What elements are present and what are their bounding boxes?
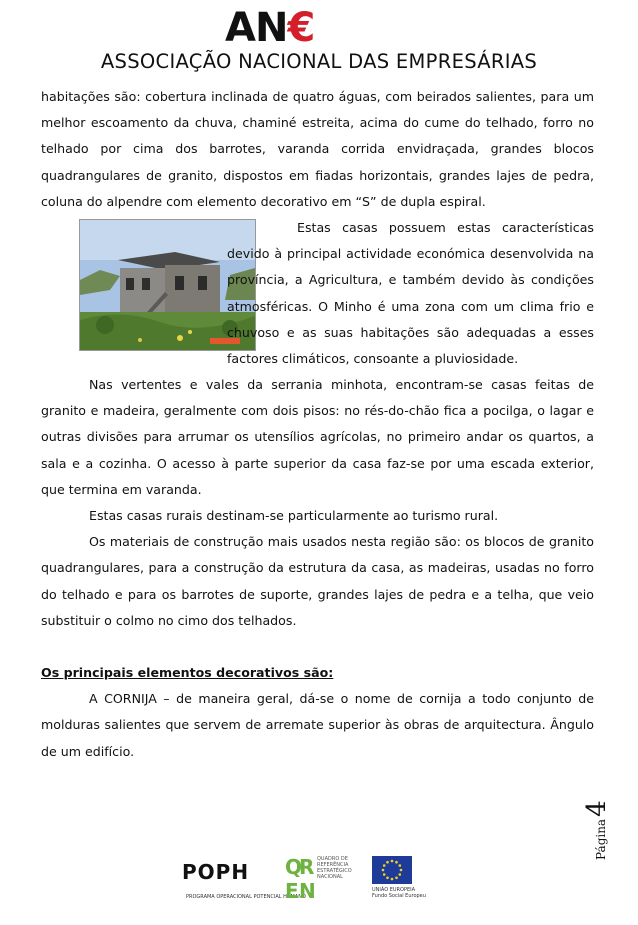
svg-text:E: E [285,879,299,902]
poph-caption: PROGRAMA OPERACIONAL POTENCIAL HUMANO [186,894,306,900]
document-header [0,0,638,85]
photo-side-text [227,215,594,372]
association-name: ASSOCIAÇÃO NACIONAL DAS EMPRESÁRIAS [100,50,538,73]
paragraph-6: A CORNIJA – de maneira geral, dá-se o nome de cornija a todo conjunto de molduras salientes que servem de arremate superior às obras de arquitectura. Ângulo de um edifício. [41,691,594,759]
svg-text:Q: Q [285,855,303,879]
paragraph-3: Nas vertentes e vales da serrania minhota, encontram-se casas feitas de granito e madeira, geralmente com dois pisos: no rés-do-chão fica a pocilga, o lagar e outras divisões para arrumar os utensílios agrícolas, no primeiro andar os quartos, a sala e a cozinha. O acesso à parte superior da casa faz-se por uma escada exterior, que termina em varanda. [41,377,594,497]
ane-logo [225,6,314,50]
qren-mark-icon [285,854,317,902]
poph-logo [182,856,306,904]
section-heading: Os principais elementos decorativos são: [41,665,334,681]
page-label: Página [594,818,608,860]
eu-caption-line-1: UNIÃO EUROPEIA [372,887,416,893]
paragraph-1: habitações são: cobertura inclinada de quatro águas, com beirados salientes, para um melhor escoamento da chuva, chaminé estreita, acima do cume do telhado, forro no telhado por cima dos barrotes, varanda corrida envidraçada, grandes blocos quadrangulares de granito, dispostos em fiadas horizontais, grandes lajes de pedra, coluna do alpendre com elemento decorativo em “S” de dupla espiral. [41,89,594,209]
blank-line [41,634,594,660]
logo-letters: AN [225,5,288,51]
paragraph-5: Os materiais de construção mais usados nesta região são: os blocos de granito quadrangulares, para a construção da estrutura da casa, as madeiras, usadas no forro do telhado e para os barrotes de suporte, grandes lajes de pedra e a telha, que veio substituir o colmo no cimo dos telhados. [41,534,594,628]
paragraph-4: Estas casas rurais destinam-se particularmente ao turismo rural. [89,508,499,524]
photo-with-text [41,215,594,372]
eu-caption [372,887,426,899]
poph-logo-text: POPH [182,860,250,884]
eu-caption-line-2: Fundo Social Europeu [372,893,426,899]
eu-flag-icon [372,856,412,884]
qren-caption: QUADRO DE REFERÊNCIA ESTRATÉGICO NACIONAL [317,856,352,880]
paragraph-2: Estas casas possuem estas características devido à principal actividade económica desenvolvida na província, a Agricultura, e também devido às condições atmosféricas. O Minho é uma zona com um clima frio e chuvoso e as suas habitações são adequadas a esses factores climáticos, consoante a pluviosidade. [227,220,594,367]
funding-logos [0,850,638,910]
svg-text:R: R [299,855,315,879]
logo-accent: € [287,5,315,51]
qren-logo [285,854,365,904]
svg-text:N: N [299,879,316,902]
document-body [41,84,594,765]
eu-logo [372,856,442,906]
page-number-value: 4 [582,800,612,817]
